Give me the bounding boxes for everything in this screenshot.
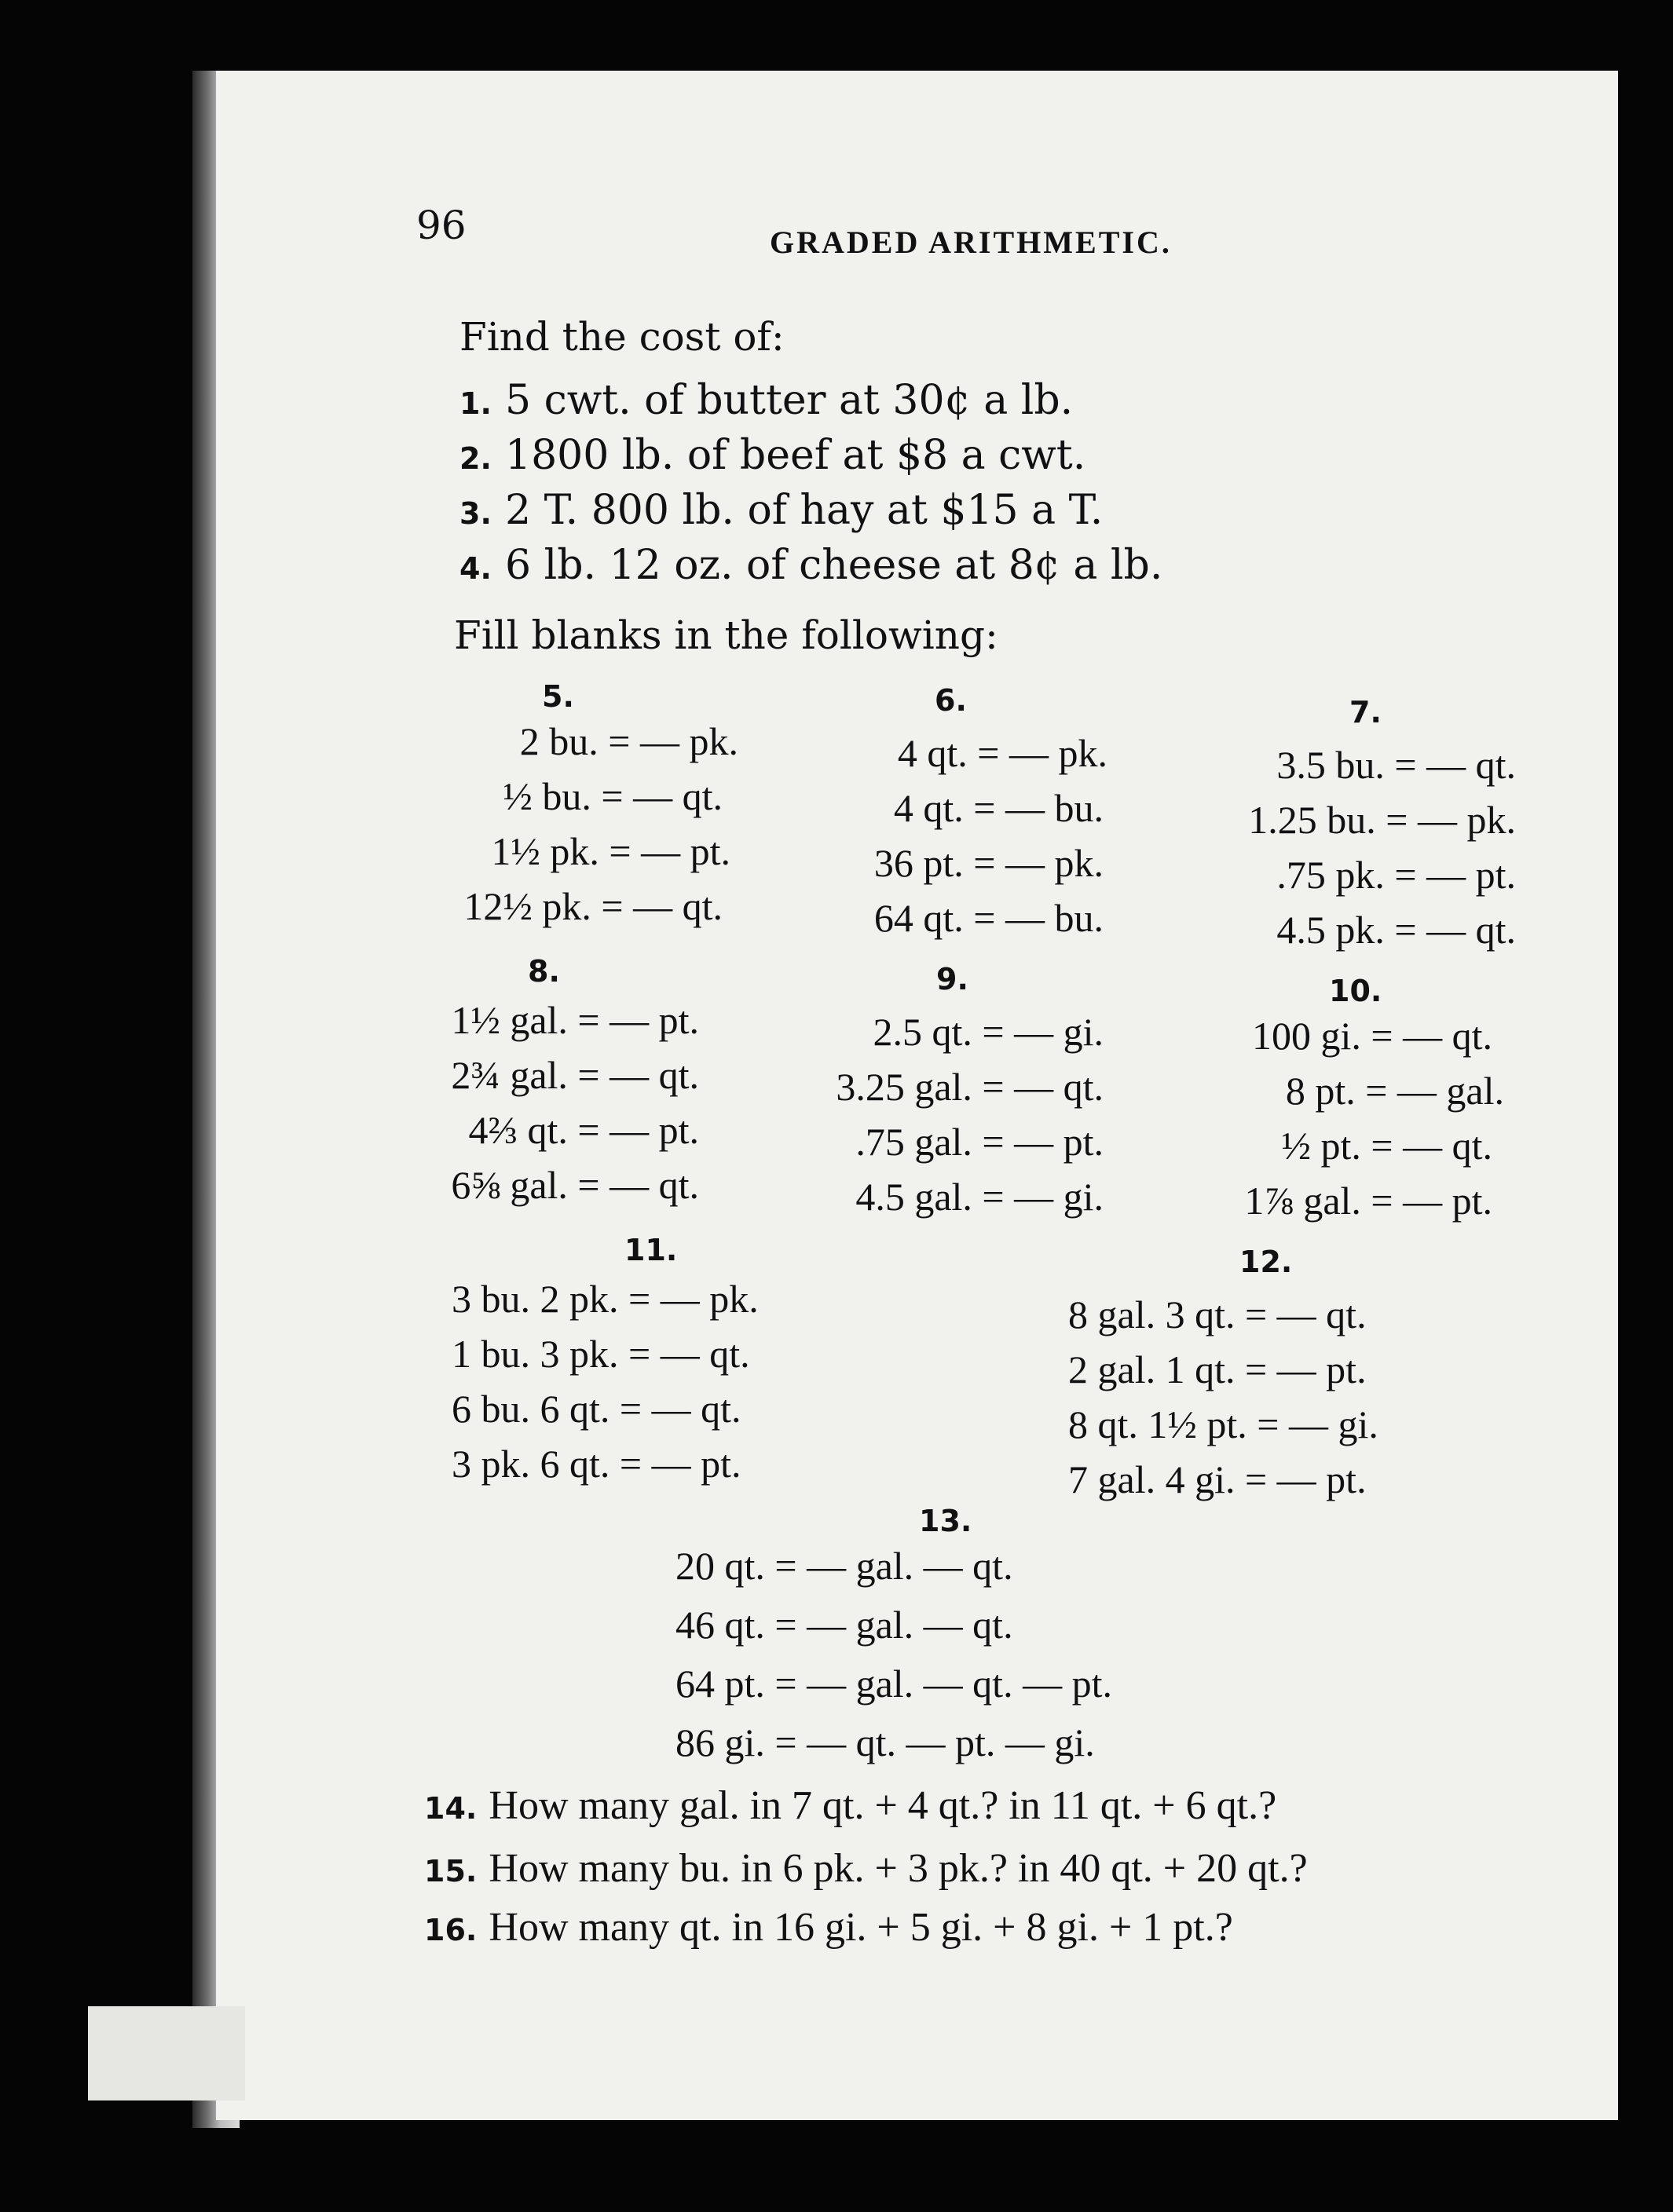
equation-line: 2.5 qt. = — gi.	[873, 1010, 1104, 1054]
equation-line: 3 bu. 2 pk. = — pk.	[452, 1277, 759, 1321]
page-title: GRADED ARITHMETIC.	[770, 225, 1172, 260]
equation-line: 2 gal. 1 qt. = — pt.	[1068, 1347, 1367, 1391]
cost-heading: Find the cost of:	[459, 314, 785, 360]
equation-line: 4 qt. = — pk.	[897, 731, 1107, 775]
equation-line: .75 pk. = — pt.	[1276, 853, 1516, 897]
item-text: 1800 lb. of beef at $8 a cwt.	[504, 432, 1086, 479]
equation-line: 2¾ gal. = — qt.	[451, 1053, 699, 1097]
equation-line: 6⅝ gal. = — qt.	[451, 1163, 699, 1207]
equation-line: 64 pt. = — gal. — qt. — pt.	[675, 1662, 1112, 1706]
equation-line: 6 bu. 6 qt. = — qt.	[452, 1387, 741, 1431]
equation-line: 1.25 bu. = — pk.	[1248, 798, 1516, 842]
equation-line: 12½ pk. = — qt.	[463, 884, 723, 928]
cost-item	[459, 487, 1103, 534]
item-number: 3.	[459, 496, 492, 531]
equation-line: 4.5 gal. = — gi.	[855, 1175, 1104, 1219]
group-number: 10.	[1329, 974, 1382, 1008]
equation-line: 8 gal. 3 qt. = — qt.	[1068, 1292, 1367, 1336]
item-text: 2 T. 800 lb. of hay at $15 a T.	[504, 487, 1104, 534]
equation-line: 3.25 gal. = — qt.	[836, 1065, 1104, 1109]
cost-item	[459, 542, 1162, 589]
question-text: How many gal. in 7 qt. + 4 qt.? in 11 qt. + 6 qt.?	[489, 1783, 1277, 1828]
equation-line: 1½ gal. = — pt.	[451, 998, 699, 1042]
question-number: 14.	[424, 1791, 478, 1826]
equation-line: 4.5 pk. = — qt.	[1276, 908, 1516, 952]
fill-heading: Fill blanks in the following:	[454, 612, 998, 658]
equation-line: 3 pk. 6 qt. = — pt.	[452, 1442, 741, 1486]
equation-line: 86 gi. = — qt. — pt. — gi.	[675, 1720, 1095, 1764]
item-text: 6 lb. 12 oz. of cheese at 8¢ a lb.	[504, 542, 1163, 589]
equation-line: ½ bu. = — qt.	[503, 774, 723, 818]
equation-line: 7 gal. 4 gi. = — pt.	[1068, 1457, 1367, 1501]
item-text: 5 cwt. of butter at 30¢ a lb.	[504, 377, 1074, 424]
question-item	[424, 1782, 1276, 1829]
group-number: 5.	[542, 679, 574, 714]
group-number: 6.	[935, 683, 967, 718]
equation-line: 1 bu. 3 pk. = — qt.	[452, 1332, 750, 1376]
page-number: 96	[416, 203, 467, 248]
cost-item	[459, 432, 1085, 479]
equation-line: 4⅔ qt. = — pt.	[468, 1108, 699, 1152]
item-number: 1.	[459, 386, 492, 421]
question-text: How many bu. in 6 pk. + 3 pk.? in 40 qt. + 20 qt.?	[489, 1846, 1308, 1891]
item-number: 4.	[459, 551, 492, 586]
group-number: 12.	[1239, 1245, 1293, 1279]
equation-line: 64 qt. = — bu.	[873, 896, 1104, 940]
equation-line: .75 gal. = — pt.	[855, 1120, 1104, 1164]
group-number: 8.	[528, 954, 560, 989]
question-number: 16.	[424, 1913, 478, 1947]
equation-line: 1½ pk. = — pt.	[491, 829, 730, 873]
equation-line: 20 qt. = — gal. — qt.	[675, 1544, 1013, 1588]
group-number: 11.	[624, 1233, 678, 1267]
equation-line: 100 gi. = — qt.	[1252, 1014, 1492, 1058]
question-text: How many qt. in 16 gi. + 5 gi. + 8 gi. + 1 pt.?	[489, 1905, 1233, 1950]
item-number: 2.	[459, 441, 492, 476]
page-tab	[88, 2006, 245, 2100]
equation-line: 46 qt. = — gal. — qt.	[675, 1603, 1013, 1647]
question-number: 15.	[424, 1854, 478, 1888]
question-item	[424, 1845, 1308, 1892]
equation-line: 2 bu. = — pk.	[519, 719, 738, 763]
group-number: 7.	[1349, 695, 1382, 729]
cost-item	[459, 377, 1073, 424]
equation-line: 4 qt. = — bu.	[893, 786, 1104, 830]
equation-line: 1⅞ gal. = — pt.	[1244, 1179, 1492, 1223]
equation-line: 3.5 bu. = — qt.	[1276, 743, 1516, 787]
group-number: 13.	[919, 1504, 972, 1538]
equation-line: 8 pt. = — gal.	[1285, 1069, 1504, 1113]
equation-line: 36 pt. = — pk.	[873, 841, 1104, 885]
question-item	[424, 1904, 1233, 1951]
group-number: 9.	[936, 962, 968, 996]
equation-line: ½ pt. = — qt.	[1281, 1124, 1492, 1168]
equation-line: 8 qt. 1½ pt. = — gi.	[1068, 1402, 1378, 1446]
